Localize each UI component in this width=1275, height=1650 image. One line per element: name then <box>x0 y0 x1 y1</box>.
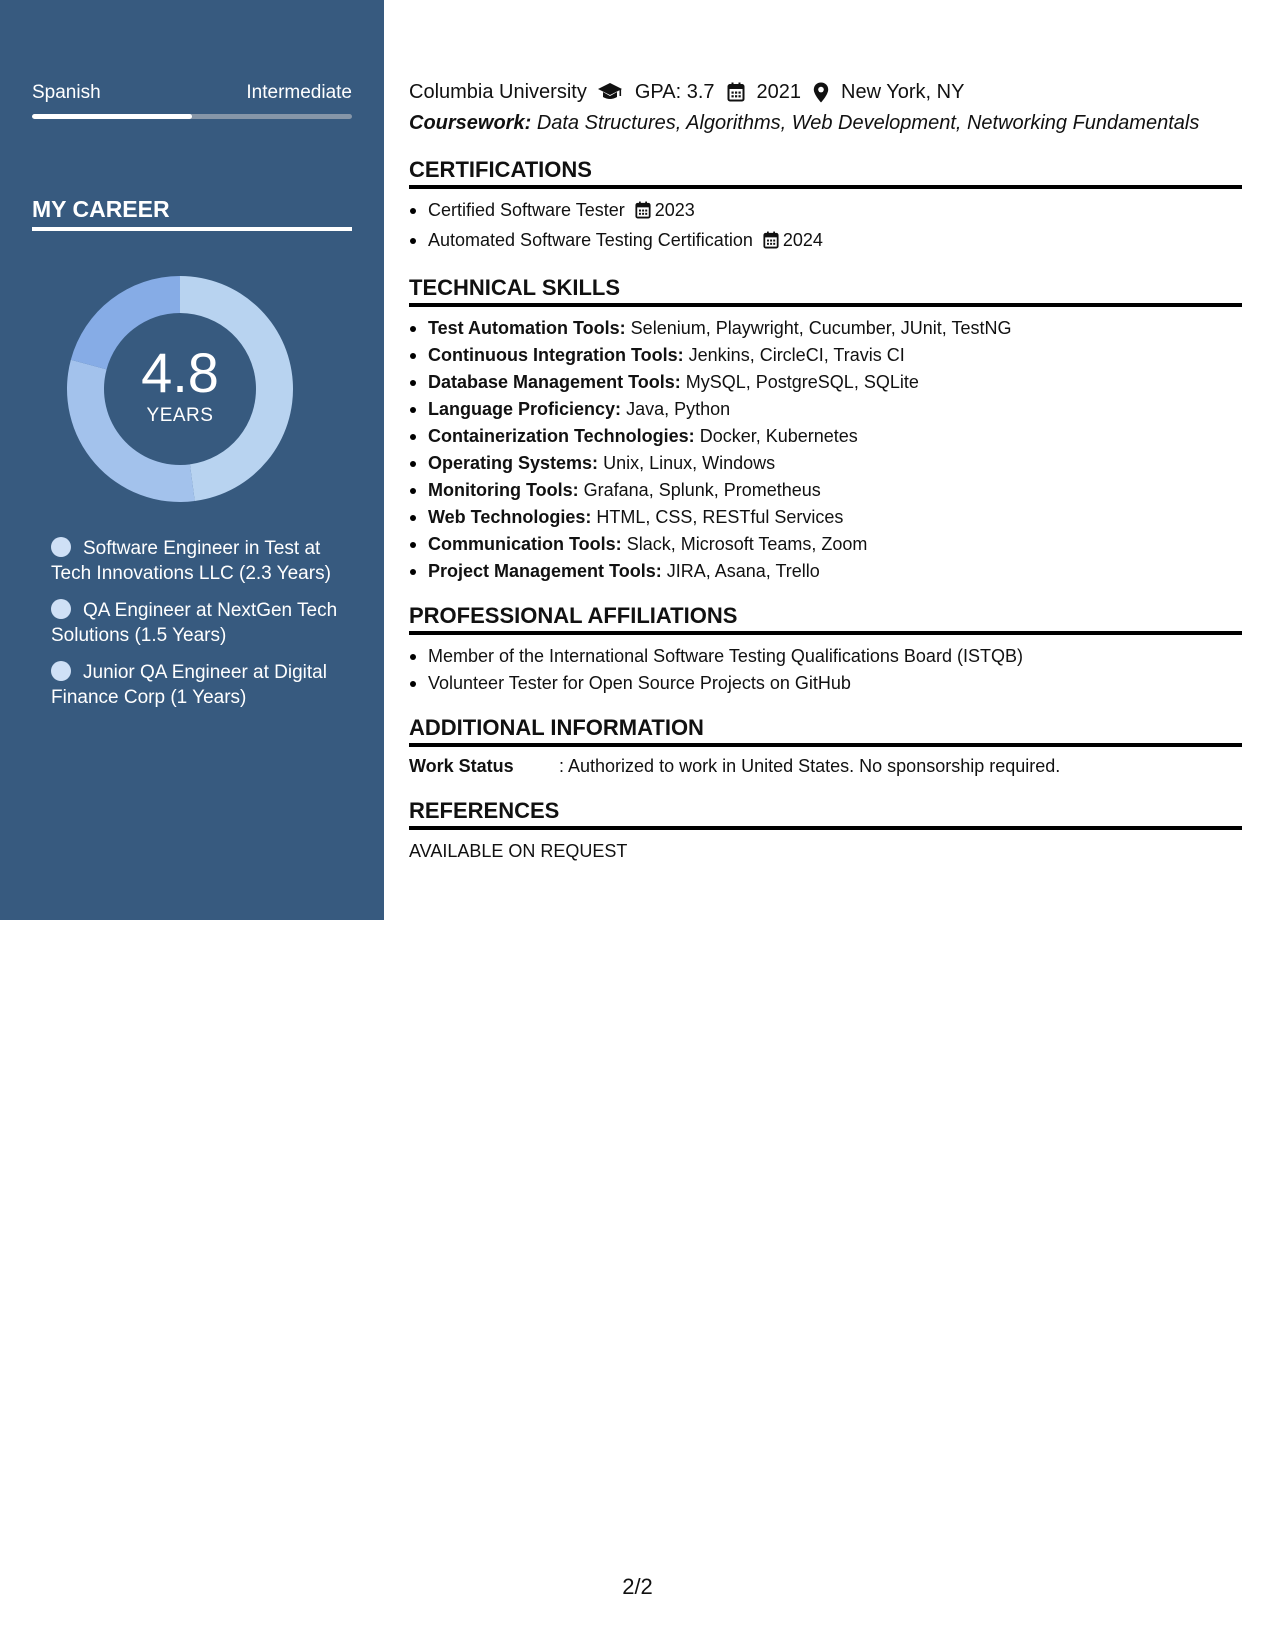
references-text: AVAILABLE ON REQUEST <box>409 841 628 861</box>
certification-item <box>409 227 1242 257</box>
skill-value: Jenkins, CircleCI, Travis CI <box>688 345 905 365</box>
work-status-value: : Authorized to work in United States. No sponsorship required. <box>559 756 1061 776</box>
coursework-label: Coursework: <box>409 112 532 134</box>
skill-label: Communication Tools: <box>428 534 622 554</box>
skill-value: Grafana, Splunk, Prometheus <box>583 480 821 500</box>
skill-value: Selenium, Playwright, Cucumber, JUnit, TestNG <box>630 318 1012 338</box>
skill-value: Java, Python <box>626 399 731 419</box>
skill-label: Containerization Technologies: <box>428 426 695 446</box>
graduation-cap-icon <box>597 82 623 102</box>
education-line <box>409 78 1242 106</box>
coursework-list: Data Structures, Algorithms, Web Development, Networking Fundamentals <box>536 112 1200 134</box>
affiliations-title: PROFESSIONAL AFFILIATIONS <box>409 603 1242 635</box>
skill-item <box>409 504 1242 531</box>
work-status-label: Work Status <box>409 756 514 776</box>
main-content <box>409 78 1242 865</box>
certification-name: Certified Software Tester <box>428 200 625 220</box>
language-name: Spanish <box>32 82 101 103</box>
skill-item <box>409 423 1242 450</box>
skill-label: Language Proficiency: <box>428 399 622 419</box>
skill-label: Web Technologies: <box>428 507 592 527</box>
skill-label: Continuous Integration Tools: <box>428 345 684 365</box>
technical-skills-title: TECHNICAL SKILLS <box>409 275 1242 307</box>
skill-value: HTML, CSS, RESTful Services <box>596 507 844 527</box>
affiliation-item: Member of the International Software Testing Qualifications Board (ISTQB) <box>409 643 1242 670</box>
certification-year: 2024 <box>782 230 823 250</box>
language-row <box>32 82 352 104</box>
career-section-title: MY CAREER <box>32 196 352 231</box>
language-level: Intermediate <box>246 82 352 103</box>
career-item <box>51 536 351 586</box>
calendar-icon <box>727 82 745 102</box>
skill-value: MySQL, PostgreSQL, SQLite <box>685 372 919 392</box>
career-item-text: QA Engineer at NextGen Tech Solutions (1.5 Years) <box>51 600 338 646</box>
skill-value: Unix, Linux, Windows <box>603 453 776 473</box>
career-item <box>51 598 351 648</box>
skill-item <box>409 315 1242 342</box>
total-years-value: 4.8 <box>141 341 219 404</box>
certifications-title: CERTIFICATIONS <box>409 157 1242 189</box>
skill-item <box>409 477 1242 504</box>
career-item-text: Junior QA Engineer at Digital Finance Corp (1 Years) <box>51 662 327 708</box>
career-item <box>51 660 351 710</box>
affiliations-list <box>409 643 1242 697</box>
skill-value: Slack, Microsoft Teams, Zoom <box>626 534 868 554</box>
affiliation-item: Volunteer Tester for Open Source Projects on GitHub <box>409 670 1242 697</box>
skill-item <box>409 369 1242 396</box>
career-bullet-icon <box>51 661 71 681</box>
career-bullet-icon <box>51 599 71 619</box>
work-status-row <box>409 753 1242 780</box>
coursework-line <box>409 109 1242 137</box>
skill-label: Test Automation Tools: <box>428 318 626 338</box>
skill-label: Operating Systems: <box>428 453 599 473</box>
skill-item <box>409 396 1242 423</box>
certification-name: Automated Software Testing Certification <box>428 230 753 250</box>
career-item-text: Software Engineer in Test at Tech Innovations LLC (2.3 Years) <box>51 538 331 584</box>
career-bullet-icon <box>51 537 71 557</box>
career-donut-chart <box>67 276 293 502</box>
certifications-list <box>409 197 1242 257</box>
location-pin-icon <box>813 82 829 103</box>
skill-value: Docker, Kubernetes <box>699 426 858 446</box>
technical-skills-list <box>409 315 1242 585</box>
skill-value: JIRA, Asana, Trello <box>666 561 820 581</box>
certification-year: 2023 <box>654 200 695 220</box>
skill-label: Project Management Tools: <box>428 561 662 581</box>
certification-item <box>409 197 1242 227</box>
skill-item <box>409 558 1242 585</box>
skill-item <box>409 342 1242 369</box>
school-name: Columbia University <box>409 81 587 103</box>
references-title: REFERENCES <box>409 798 1242 830</box>
career-list <box>51 536 351 722</box>
skill-label: Monitoring Tools: <box>428 480 579 500</box>
gpa: GPA: 3.7 <box>634 81 715 103</box>
graduation-year: 2021 <box>756 81 802 103</box>
page-number: 2/2 <box>622 1574 653 1599</box>
language-proficiency-bar <box>32 114 352 119</box>
skill-label: Database Management Tools: <box>428 372 681 392</box>
language-proficiency-fill <box>32 114 192 119</box>
skill-item <box>409 450 1242 477</box>
calendar-icon <box>763 230 779 257</box>
calendar-icon <box>635 200 651 227</box>
skill-item <box>409 531 1242 558</box>
total-years-unit: YEARS <box>146 405 214 426</box>
sidebar <box>0 0 384 920</box>
school-location: New York, NY <box>841 81 965 103</box>
donut-center <box>67 276 293 502</box>
additional-info-title: ADDITIONAL INFORMATION <box>409 715 1242 747</box>
